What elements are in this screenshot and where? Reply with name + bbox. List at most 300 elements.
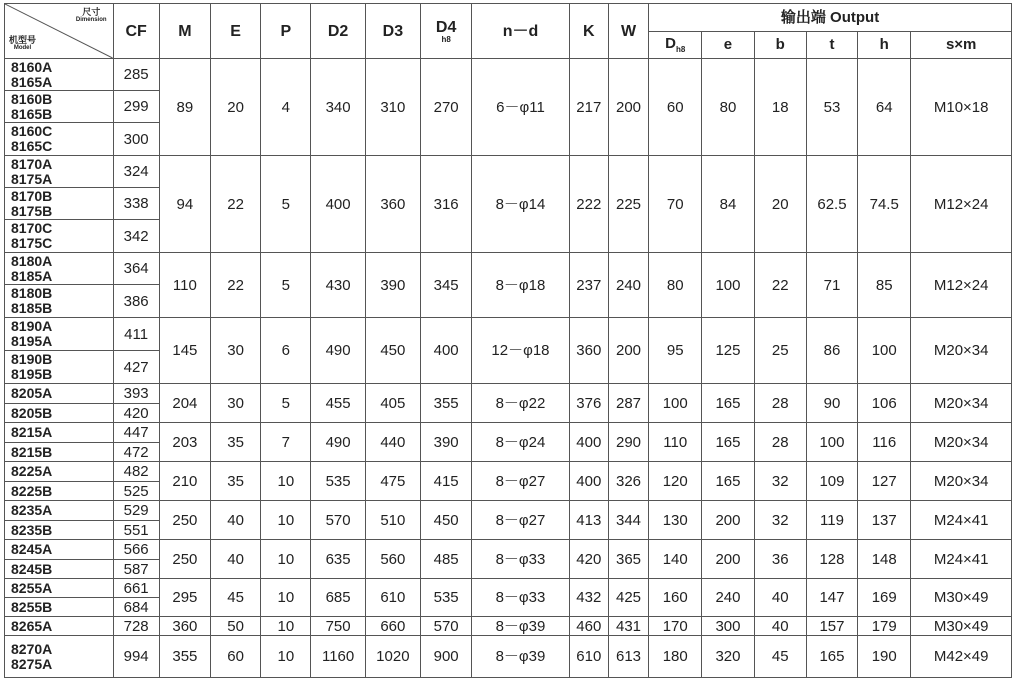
spec-cell-e: 50 — [211, 617, 261, 636]
spec-cell-d4: 390 — [421, 423, 472, 462]
spec-cell-d4: 535 — [421, 579, 472, 617]
spec-cell-nd: 8－φ39 — [472, 617, 569, 636]
spec-cell-w: 431 — [608, 617, 648, 636]
spec-cell-e: 35 — [211, 462, 261, 501]
model-code: 8265A — [11, 617, 53, 634]
spec-cell-d2: 430 — [311, 253, 365, 318]
model-cell — [5, 253, 114, 285]
spec-cell-k: 376 — [569, 384, 608, 423]
spec-cell-w: 365 — [608, 540, 648, 579]
spec-cell-k: 610 — [569, 636, 608, 678]
spec-cell-sm: M42×49 — [911, 636, 1012, 678]
header-out-sm: s×m — [911, 31, 1012, 59]
model-code: 8170A — [11, 155, 53, 172]
spec-cell-sm: M30×49 — [911, 579, 1012, 617]
cf-cell: 482 — [113, 462, 159, 482]
spec-cell-t: 147 — [806, 579, 857, 617]
spec-cell-d3: 390 — [365, 253, 420, 318]
spec-cell-sm: M20×34 — [911, 423, 1012, 462]
model-code: 8180B — [11, 285, 53, 301]
spec-cell-e: 165 — [702, 423, 754, 462]
spec-cell-h: 127 — [858, 462, 911, 501]
cf-cell: 728 — [113, 617, 159, 636]
spec-cell-e: 40 — [211, 540, 261, 579]
model-code: 8235A — [11, 502, 53, 518]
spec-cell-b: 32 — [754, 501, 806, 540]
spec-cell-k: 222 — [569, 156, 608, 253]
spec-cell-d: 140 — [649, 540, 702, 579]
spec-cell-m: 89 — [159, 59, 210, 156]
spec-cell-k: 420 — [569, 540, 608, 579]
spec-cell-e: 320 — [702, 636, 754, 678]
spec-cell-w: 613 — [608, 636, 648, 678]
spec-cell-nd: 8－φ33 — [472, 579, 569, 617]
model-code: 8185A — [11, 267, 53, 284]
model-cell — [5, 540, 114, 560]
spec-cell-e: 165 — [702, 462, 754, 501]
spec-cell-p: 10 — [261, 462, 311, 501]
spec-cell-b: 36 — [754, 540, 806, 579]
model-cell — [5, 462, 114, 482]
header-d4 — [421, 4, 472, 59]
spec-cell-h: 148 — [858, 540, 911, 579]
spec-cell-k: 413 — [569, 501, 608, 540]
spec-cell-w: 425 — [608, 579, 648, 617]
spec-cell-d3: 310 — [365, 59, 420, 156]
table-row — [5, 579, 1012, 598]
cf-cell: 661 — [113, 579, 159, 598]
spec-cell-h: 116 — [858, 423, 911, 462]
spec-cell-sm: M20×34 — [911, 318, 1012, 384]
model-code: 8275A — [11, 655, 53, 672]
spec-cell-b: 18 — [754, 59, 806, 156]
spec-cell-nd: 8－φ33 — [472, 540, 569, 579]
cf-cell: 551 — [113, 521, 159, 540]
spec-cell-h: 137 — [858, 501, 911, 540]
table-row — [5, 636, 1012, 678]
spec-cell-d: 110 — [649, 423, 702, 462]
model-code: 8170C — [11, 220, 53, 236]
spec-cell-t: 53 — [806, 59, 857, 156]
model-code: 8205B — [11, 404, 53, 421]
header-out-b: b — [754, 31, 806, 59]
spec-cell-k: 237 — [569, 253, 608, 318]
model-cell — [5, 636, 114, 678]
cf-cell: 386 — [113, 285, 159, 318]
spec-cell-t: 90 — [806, 384, 857, 423]
spec-cell-p: 10 — [261, 636, 311, 678]
cf-cell: 338 — [113, 188, 159, 220]
spec-cell-h: 85 — [858, 253, 911, 318]
spec-cell-b: 28 — [754, 423, 806, 462]
spec-cell-d: 60 — [649, 59, 702, 156]
corner-dimension-cn: 尺寸 — [82, 7, 101, 17]
model-code: 8245B — [11, 560, 53, 577]
spec-cell-h: 100 — [858, 318, 911, 384]
spec-cell-d2: 535 — [311, 462, 365, 501]
model-code: 8215B — [11, 443, 53, 460]
spec-cell-d4: 345 — [421, 253, 472, 318]
table-row — [5, 462, 1012, 482]
model-code: 8245A — [11, 541, 53, 557]
cf-cell: 529 — [113, 501, 159, 521]
spec-cell-e: 125 — [702, 318, 754, 384]
table-row — [5, 318, 1012, 351]
header-d4-tolerance: h8 — [441, 34, 451, 44]
spec-cell-e: 300 — [702, 617, 754, 636]
spec-cell-d3: 660 — [365, 617, 420, 636]
spec-cell-d3: 360 — [365, 156, 420, 253]
spec-cell-sm: M24×41 — [911, 540, 1012, 579]
spec-cell-b: 25 — [754, 318, 806, 384]
table-row — [5, 156, 1012, 188]
model-cell — [5, 318, 114, 351]
table-row — [5, 253, 1012, 285]
header-out-d-tolerance: h8 — [675, 45, 686, 55]
spec-cell-e: 45 — [211, 579, 261, 617]
cf-cell: 299 — [113, 91, 159, 123]
spec-cell-d2: 490 — [311, 423, 365, 462]
spec-cell-k: 460 — [569, 617, 608, 636]
spec-cell-d3: 450 — [365, 318, 420, 384]
spec-cell-m: 203 — [159, 423, 210, 462]
table-row — [5, 617, 1012, 636]
spec-cell-d3: 560 — [365, 540, 420, 579]
spec-cell-d4: 355 — [421, 384, 472, 423]
header-output: 输出端 Output — [649, 4, 1012, 32]
cf-cell: 447 — [113, 423, 159, 443]
spec-cell-p: 4 — [261, 59, 311, 156]
header-m: M — [159, 4, 210, 59]
model-code: 8160B — [11, 90, 53, 107]
model-code: 8195A — [11, 333, 53, 349]
spec-cell-d4: 900 — [421, 636, 472, 678]
model-code: 8180A — [11, 252, 53, 269]
spec-cell-h: 64 — [858, 59, 911, 156]
spec-cell-e: 60 — [211, 636, 261, 678]
cf-cell: 420 — [113, 404, 159, 423]
spec-cell-e: 80 — [702, 59, 754, 156]
header-nd: n－d — [472, 4, 569, 59]
model-code: 8175A — [11, 170, 53, 187]
spec-cell-m: 110 — [159, 253, 210, 318]
header-row — [5, 4, 1012, 32]
spec-cell-m: 250 — [159, 540, 210, 579]
spec-cell-w: 344 — [608, 501, 648, 540]
spec-cell-e: 200 — [702, 540, 754, 579]
spec-cell-p: 10 — [261, 579, 311, 617]
model-cell — [5, 123, 114, 156]
spec-cell-w: 200 — [608, 318, 648, 384]
spec-cell-d4: 270 — [421, 59, 472, 156]
spec-cell-p: 5 — [261, 156, 311, 253]
model-cell — [5, 443, 114, 462]
cf-cell: 684 — [113, 598, 159, 617]
header-w: W — [608, 4, 648, 59]
header-out-d — [649, 31, 702, 59]
spec-cell-b: 40 — [754, 617, 806, 636]
spec-cell-t: 71 — [806, 253, 857, 318]
header-d2: D2 — [311, 4, 365, 59]
corner-dimension-en: Dimension — [75, 17, 107, 23]
spec-cell-h: 190 — [858, 636, 911, 678]
header-k: K — [569, 4, 608, 59]
header-e: E — [211, 4, 261, 59]
cf-cell: 285 — [113, 59, 159, 91]
spec-cell-d4: 570 — [421, 617, 472, 636]
spec-cell-h: 74.5 — [858, 156, 911, 253]
spec-cell-w: 240 — [608, 253, 648, 318]
spec-cell-m: 360 — [159, 617, 210, 636]
spec-cell-d2: 570 — [311, 501, 365, 540]
cf-cell: 427 — [113, 351, 159, 384]
cf-cell: 342 — [113, 220, 159, 253]
spec-cell-k: 217 — [569, 59, 608, 156]
spec-cell-k: 360 — [569, 318, 608, 384]
spec-cell-e: 22 — [211, 156, 261, 253]
model-code: 8235B — [11, 521, 53, 538]
spec-cell-nd: 12－φ18 — [472, 318, 569, 384]
spec-cell-e: 35 — [211, 423, 261, 462]
model-code: 8255A — [11, 579, 53, 596]
corner-model-label — [9, 36, 36, 52]
corner-dimension-label — [76, 8, 107, 24]
spec-cell-d2: 340 — [311, 59, 365, 156]
spec-cell-nd: 8－φ27 — [472, 462, 569, 501]
spec-cell-d2: 635 — [311, 540, 365, 579]
spec-cell-d: 100 — [649, 384, 702, 423]
model-cell — [5, 521, 114, 540]
spec-cell-b: 32 — [754, 462, 806, 501]
model-cell — [5, 598, 114, 617]
spec-cell-e: 30 — [211, 384, 261, 423]
model-cell — [5, 423, 114, 443]
model-code: 8190B — [11, 351, 53, 367]
spec-cell-d2: 1160 — [311, 636, 365, 678]
spec-cell-t: 165 — [806, 636, 857, 678]
spec-cell-b: 22 — [754, 253, 806, 318]
spec-cell-d4: 415 — [421, 462, 472, 501]
model-code: 8170B — [11, 187, 53, 204]
model-code: 8190A — [11, 318, 53, 334]
cf-cell: 587 — [113, 560, 159, 579]
model-cell — [5, 404, 114, 423]
spec-cell-nd: 8－φ18 — [472, 253, 569, 318]
spec-cell-m: 94 — [159, 156, 210, 253]
spec-cell-sm: M20×34 — [911, 384, 1012, 423]
spec-cell-k: 400 — [569, 462, 608, 501]
spec-cell-m: 210 — [159, 462, 210, 501]
spec-cell-d: 80 — [649, 253, 702, 318]
cf-cell: 364 — [113, 253, 159, 285]
model-code: 8195B — [11, 366, 53, 382]
spec-cell-sm: M24×41 — [911, 501, 1012, 540]
model-code: 8215A — [11, 424, 53, 440]
model-cell — [5, 617, 114, 636]
spec-cell-sm: M12×24 — [911, 253, 1012, 318]
spec-cell-w: 326 — [608, 462, 648, 501]
spec-cell-e: 20 — [211, 59, 261, 156]
spec-cell-t: 157 — [806, 617, 857, 636]
spec-cell-m: 295 — [159, 579, 210, 617]
model-cell — [5, 501, 114, 521]
spec-cell-d4: 316 — [421, 156, 472, 253]
header-p: P — [261, 4, 311, 59]
header-out-d-label: D — [665, 35, 676, 53]
spec-cell-p: 5 — [261, 384, 311, 423]
spec-cell-w: 290 — [608, 423, 648, 462]
model-cell — [5, 59, 114, 91]
spec-cell-p: 5 — [261, 253, 311, 318]
spec-cell-p: 10 — [261, 540, 311, 579]
model-cell — [5, 351, 114, 384]
spec-cell-e: 22 — [211, 253, 261, 318]
spec-cell-sm: M10×18 — [911, 59, 1012, 156]
spec-cell-d: 170 — [649, 617, 702, 636]
spec-cell-e: 100 — [702, 253, 754, 318]
spec-cell-w: 200 — [608, 59, 648, 156]
corner-model-cn: 机型号 — [9, 35, 37, 45]
spec-cell-d: 120 — [649, 462, 702, 501]
model-code: 8160A — [11, 58, 53, 75]
spec-cell-t: 86 — [806, 318, 857, 384]
spec-cell-m: 355 — [159, 636, 210, 678]
spec-cell-nd: 8－φ14 — [472, 156, 569, 253]
spec-cell-t: 109 — [806, 462, 857, 501]
header-cf: CF — [113, 4, 159, 59]
corner-header-cell — [5, 4, 114, 59]
spec-cell-m: 145 — [159, 318, 210, 384]
spec-cell-t: 62.5 — [806, 156, 857, 253]
spec-cell-d: 70 — [649, 156, 702, 253]
spec-cell-h: 106 — [858, 384, 911, 423]
spec-cell-nd: 8－φ22 — [472, 384, 569, 423]
spec-cell-d3: 440 — [365, 423, 420, 462]
spec-cell-p: 7 — [261, 423, 311, 462]
spec-cell-d4: 450 — [421, 501, 472, 540]
model-code: 8165A — [11, 73, 53, 90]
spec-table-container — [4, 3, 1012, 671]
spec-cell-d2: 490 — [311, 318, 365, 384]
spec-cell-h: 169 — [858, 579, 911, 617]
cf-cell: 411 — [113, 318, 159, 351]
spec-cell-e: 200 — [702, 501, 754, 540]
spec-cell-nd: 8－φ39 — [472, 636, 569, 678]
model-cell — [5, 188, 114, 220]
model-code: 8175C — [11, 235, 53, 251]
spec-cell-p: 10 — [261, 501, 311, 540]
cf-cell: 525 — [113, 482, 159, 501]
spec-cell-nd: 8－φ27 — [472, 501, 569, 540]
model-code: 8165C — [11, 138, 53, 154]
spec-cell-w: 225 — [608, 156, 648, 253]
cf-cell: 324 — [113, 156, 159, 188]
model-code: 8225A — [11, 463, 53, 479]
cf-cell: 566 — [113, 540, 159, 560]
header-out-e: e — [702, 31, 754, 59]
spec-cell-d: 180 — [649, 636, 702, 678]
spec-cell-sm: M20×34 — [911, 462, 1012, 501]
spec-cell-d3: 610 — [365, 579, 420, 617]
spec-table — [4, 3, 1012, 678]
model-cell — [5, 156, 114, 188]
model-cell — [5, 560, 114, 579]
model-code: 8205A — [11, 385, 53, 401]
model-code: 8225B — [11, 482, 53, 499]
spec-cell-d4: 485 — [421, 540, 472, 579]
spec-cell-t: 100 — [806, 423, 857, 462]
model-cell — [5, 579, 114, 598]
header-out-h: h — [858, 31, 911, 59]
corner-model-en: Model — [13, 45, 32, 51]
spec-cell-w: 287 — [608, 384, 648, 423]
model-code: 8160C — [11, 123, 53, 139]
spec-cell-p: 6 — [261, 318, 311, 384]
cf-cell: 300 — [113, 123, 159, 156]
model-cell — [5, 285, 114, 318]
spec-cell-d: 95 — [649, 318, 702, 384]
spec-cell-b: 40 — [754, 579, 806, 617]
header-d3: D3 — [365, 4, 420, 59]
spec-cell-d3: 405 — [365, 384, 420, 423]
spec-cell-d2: 750 — [311, 617, 365, 636]
model-cell — [5, 482, 114, 501]
spec-cell-nd: 8－φ24 — [472, 423, 569, 462]
spec-cell-e: 30 — [211, 318, 261, 384]
spec-cell-d: 160 — [649, 579, 702, 617]
model-cell — [5, 384, 114, 404]
model-cell — [5, 220, 114, 253]
spec-cell-d2: 685 — [311, 579, 365, 617]
model-code: 8255B — [11, 598, 53, 615]
table-row — [5, 384, 1012, 404]
spec-cell-e: 84 — [702, 156, 754, 253]
spec-cell-t: 128 — [806, 540, 857, 579]
model-code: 8165B — [11, 105, 53, 122]
spec-cell-nd: 6－φ11 — [472, 59, 569, 156]
spec-cell-d3: 475 — [365, 462, 420, 501]
model-cell — [5, 91, 114, 123]
spec-cell-sm: M30×49 — [911, 617, 1012, 636]
spec-cell-d3: 510 — [365, 501, 420, 540]
spec-cell-m: 250 — [159, 501, 210, 540]
table-row — [5, 423, 1012, 443]
spec-cell-b: 28 — [754, 384, 806, 423]
spec-cell-d: 130 — [649, 501, 702, 540]
spec-cell-k: 400 — [569, 423, 608, 462]
table-row — [5, 540, 1012, 560]
spec-cell-d3: 1020 — [365, 636, 420, 678]
spec-cell-e: 165 — [702, 384, 754, 423]
spec-cell-m: 204 — [159, 384, 210, 423]
cf-cell: 472 — [113, 443, 159, 462]
spec-cell-k: 432 — [569, 579, 608, 617]
spec-cell-d2: 400 — [311, 156, 365, 253]
spec-cell-e: 40 — [211, 501, 261, 540]
model-code: 8175B — [11, 202, 53, 219]
model-code: 8185B — [11, 300, 53, 316]
cf-cell: 994 — [113, 636, 159, 678]
table-row — [5, 501, 1012, 521]
header-out-t: t — [806, 31, 857, 59]
table-row — [5, 59, 1012, 91]
spec-cell-sm: M12×24 — [911, 156, 1012, 253]
spec-cell-h: 179 — [858, 617, 911, 636]
model-code: 8270A — [11, 640, 53, 657]
spec-cell-b: 45 — [754, 636, 806, 678]
spec-cell-t: 119 — [806, 501, 857, 540]
cf-cell: 393 — [113, 384, 159, 404]
